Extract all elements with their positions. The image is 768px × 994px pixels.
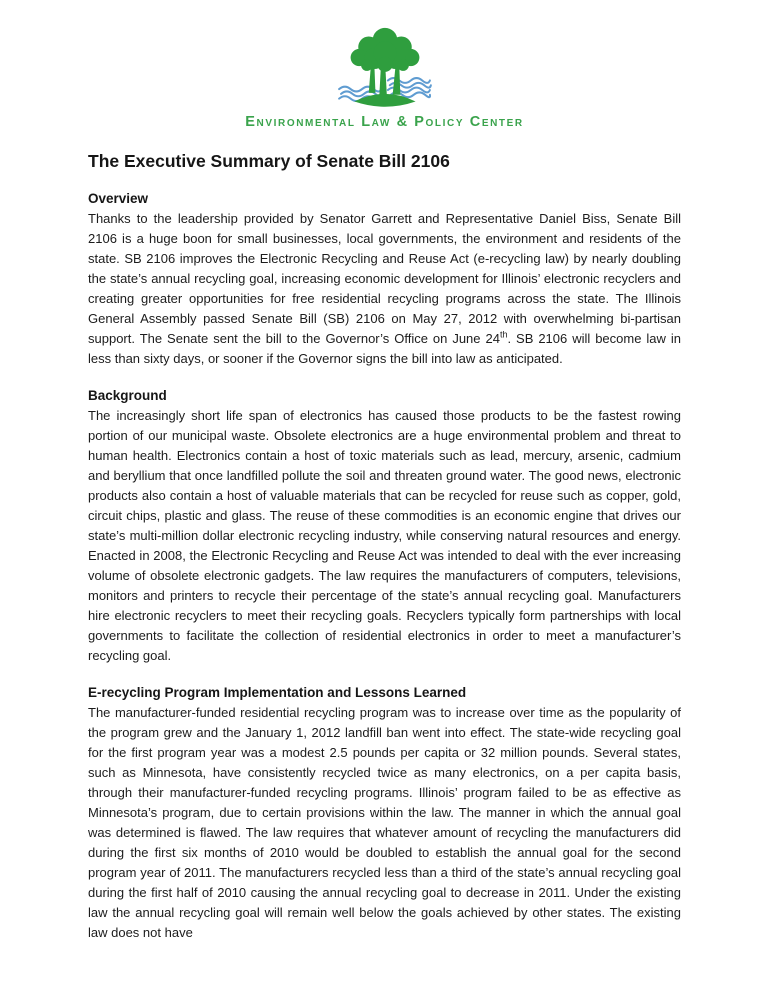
overview-heading: Overview [88, 191, 149, 206]
background-heading: Background [88, 388, 167, 403]
tree-and-water-logo-icon [337, 26, 433, 112]
overview-body [88, 209, 681, 369]
overview-body-part1: Thanks to the leadership provided by Senator Garrett and Representative Daniel Biss, Senate Bill 2106 is a huge boon for small businesses, local governments, the environment and residents of the state. SB 2106 improves the Electronic Recycling and Reuse Act (e-recycling law) by nearly doubling the state’s annual recycling goal, increasing economic development for Illinois’ electronic recyclers and creating greater opportunities for free residential recycling programs across the state. The Illinois General Assembly passed Senate Bill (SB) 2106 on May 27, 2012 with overwhelming bi-partisan support. The Senate sent the bill to the Governor’s Office on June 24 [88, 211, 681, 346]
overview-body-part2: . SB 2106 will become law in less than sixty days, or sooner if the Governor signs the bill into law as anticipated. [88, 331, 681, 366]
section-overview [88, 189, 681, 369]
elpc-logo [88, 26, 681, 130]
section-erecycling-implementation [88, 683, 681, 943]
background-body: The increasingly short life span of electronics has caused those products to be the fastest rowing portion of our municipal waste. Obsolete electronics are a huge environmental problem and threat to human health. Electronics contain a host of toxic materials such as lead, mercury, arsenic, cadmium and beryllium that once landfilled pollute the soil and threaten ground water. The good news, electronic products also contain a host of valuable materials that can be recycled for reuse such as copper, gold, circuit chips, plastic and glass. The reuse of these commodities is an economic engine that drives our state’s multi-million dollar electronic recycling industry, while conserving natural resources and energy. Enacted in 2008, the Electronic Recycling and Reuse Act was intended to deal with the ever increasing volume of obsolete electronic gadgets. The law requires the manufacturers of computers, televisions, monitors and printers to recycle their percentage of the state’s annual recycling goal. Manufacturers hire electronic recyclers to meet their recycling goals. Recyclers typically form partnerships with local governments to facilitate the collection of residential electronics in order to meet a manufacturer’s recycling goal. [88, 408, 681, 663]
ordinal-superscript: th [499, 329, 508, 340]
logo-org-name: Environmental Law & Policy Center [245, 114, 524, 130]
erecycling-body: The manufacturer-funded residential recycling program was to increase over time as the popularity of the program grew and the January 1, 2012 landfill ban went into effect. The state-wide recycling goal for the first program year was a modest 2.5 pounds per capita or 32 million pounds. Several states, such as Minnesota, have consistently recycled twice as many electronics, on a per capita basis, through their manufacturer-funded recycling programs. Illinois’ program failed to be as effective as Minnesota’s program, due to certain provisions within the law. The manner in which the annual goal was determined is flawed. The law requires that whatever amount of recycling the manufacturers did during the first six months of 2010 would be doubled to establish the annual goal for the second program year of 2011. The manufacturers recycled less than a third of the state’s annual recycling goal during the first half of 2010 causing the annual recycling goal to decrease in 2011. Under the existing law the annual recycling goal will remain well below the goals achieved by other states. The existing law does not have [88, 705, 681, 940]
document-title: The Executive Summary of Senate Bill 2106 [88, 151, 450, 171]
erecycling-heading: E-recycling Program Implementation and Lessons Learned [88, 685, 467, 700]
section-background [88, 386, 681, 666]
